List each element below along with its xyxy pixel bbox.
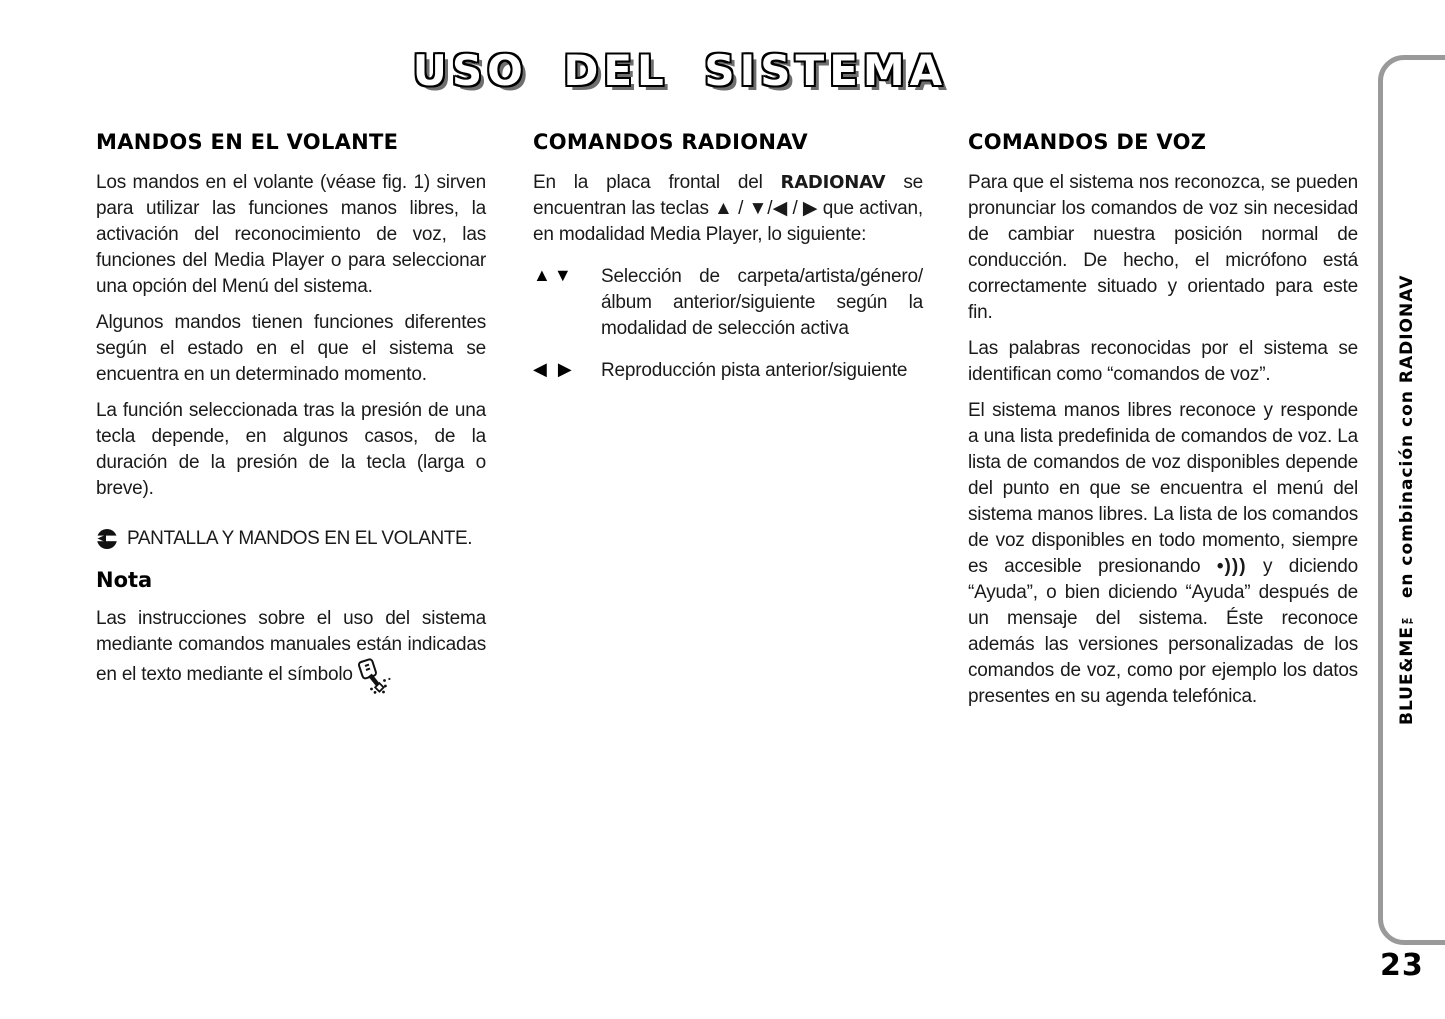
note-paragraph bbox=[96, 606, 486, 702]
command-description: Selección de carpeta/artista/género/álbum anterior/siguiente según la modalidad de selección activa bbox=[601, 266, 923, 339]
section-heading: COMANDOS DE VOZ bbox=[968, 130, 1207, 154]
intro-text: se encuentran las teclas ▲ / ▼/◀ / ▶ que activan, en modalidad Media Player, lo siguiente: bbox=[533, 172, 923, 245]
circle-arrow-icon bbox=[96, 528, 118, 550]
paragraph: La función seleccionada tras la presión de una tecla depende, en algunos casos, de la duración de la presión de la tecla (larga o breve). bbox=[96, 400, 486, 499]
command-item bbox=[533, 264, 923, 342]
voice-button-icon: •))) bbox=[1216, 556, 1247, 577]
paragraph bbox=[533, 170, 923, 248]
paragraph: Los mandos en el volante (véase fig. 1) sirven para utilizar las funciones manos libres, la activación del reconocimiento de voz, las funciones del Media Player o para seleccionar una opción del Menú del sistema. bbox=[96, 172, 486, 297]
left-right-arrows-icon: ◀ ▶ bbox=[533, 359, 575, 379]
column-voice-commands bbox=[968, 130, 1358, 720]
cross-reference bbox=[96, 528, 486, 550]
chapter-tab bbox=[1378, 55, 1445, 945]
voice-paragraph-text: El sistema manos libres reconoce y responde a una lista predefinida de comandos de voz. La lista de comandos de voz disponibles depende del punto en que se encuentra el menú del sistema manos libres. La lista de los comandos de voz disponibles en todo momento, siempre es accesible presionando bbox=[968, 400, 1358, 577]
paragraph: Para que el sistema nos reconozca, se pueden pronunciar los comandos de voz sin necesidad de cambiar nuestra posición normal de conducción. De hecho, el micrófono está correctamente situado y orientado para este fin. bbox=[968, 172, 1358, 323]
note-text: Las instrucciones sobre el uso del sistema mediante comandos manuales están indicadas en el texto mediante el símbolo bbox=[96, 608, 486, 685]
cross-reference-label: PANTALLA Y MANDOS EN EL VOLANTE. bbox=[127, 528, 473, 549]
radionav-brand: RADIONAV bbox=[780, 172, 886, 193]
section-heading: MANDOS EN EL VOLANTE bbox=[96, 130, 399, 154]
command-item bbox=[533, 358, 923, 384]
section-heading: COMANDOS RADIONAV bbox=[533, 130, 808, 154]
intro-text: En la placa frontal del bbox=[533, 172, 781, 193]
note-heading: Nota bbox=[96, 568, 153, 592]
command-description: Reproducción pista anterior/siguiente bbox=[601, 360, 908, 381]
chapter-tab-label: BLUE&ME™ en combinación con RADIONAV bbox=[1397, 274, 1417, 726]
page-title: USO DEL SISTEMA bbox=[412, 46, 948, 95]
up-down-arrows-icon: ▲▼ bbox=[533, 265, 575, 285]
paragraph: Algunos mandos tienen funciones diferentes según el estado en el que el sistema se encuentra en un determinado momento. bbox=[96, 312, 486, 385]
column-radionav-commands bbox=[533, 130, 923, 384]
paragraph: Las palabras reconocidas por el sistema se identifican como “comandos de voz”. bbox=[968, 338, 1358, 385]
hand-pressing-key-icon bbox=[357, 658, 387, 702]
column-steering-wheel-controls bbox=[96, 130, 486, 712]
note-suffix: . bbox=[386, 664, 392, 685]
page-number: 23 bbox=[1380, 948, 1424, 983]
voice-paragraph-text: y diciendo “Ayuda”, o bien diciendo “Ayuda” después de un mensaje del sistema. Éste reconoce además las versiones personalizadas de los comandos de voz, como por ejemplo los datos presentes en su agenda telefónica. bbox=[968, 556, 1358, 707]
paragraph bbox=[968, 398, 1358, 710]
